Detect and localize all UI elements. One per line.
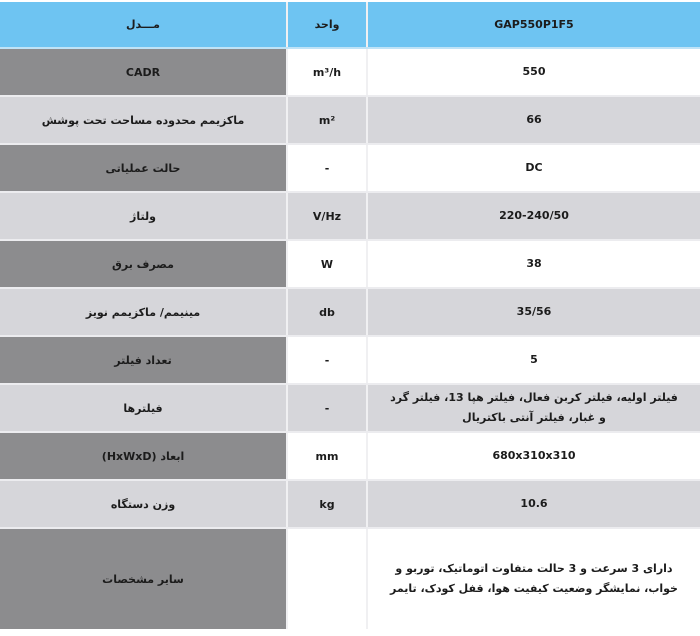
row-label: ولتاژ — [0, 193, 288, 239]
row-label: تعداد فیلتر — [0, 337, 288, 383]
row-unit: db — [288, 289, 368, 335]
row-unit: V/Hz — [288, 193, 368, 239]
header-unit: واحد — [288, 2, 368, 47]
row-value: فیلتر اولیه، فیلتر کربن فعال، فیلتر هپا 13، فیلتر گرد و غبار، فیلتر آنتی باکتریال — [368, 385, 700, 431]
row-unit: - — [288, 337, 368, 383]
row-value: دارای 3 سرعت و 3 حالت متفاوت اتوماتیک، توربو و خواب، نمایشگر وضعیت کیفیت هوا، قفل کودک، تایمر — [368, 529, 700, 629]
row-value: 5 — [368, 337, 700, 383]
row-label: CADR — [0, 49, 288, 95]
row-unit: m³/h — [288, 49, 368, 95]
row-value: 680x310x310 — [368, 433, 700, 479]
row-label: مصرف برق — [0, 241, 288, 287]
row-unit: m² — [288, 97, 368, 143]
row-unit: kg — [288, 481, 368, 527]
row-unit: - — [288, 145, 368, 191]
table-row-voltage — [0, 193, 700, 241]
row-value: 550 — [368, 49, 700, 95]
row-value: 10.6 — [368, 481, 700, 527]
row-unit — [288, 529, 368, 629]
spec-table — [0, 2, 700, 629]
table-row-coverage-area — [0, 97, 700, 145]
row-label: سایر مشخصات — [0, 529, 288, 629]
row-label: مینیمم/ ماکزیمم نویز — [0, 289, 288, 335]
row-unit: - — [288, 385, 368, 431]
header-model: مـــدل — [0, 2, 288, 47]
row-label: فیلترها — [0, 385, 288, 431]
table-row-noise — [0, 289, 700, 337]
row-value: DC — [368, 145, 700, 191]
table-row-other-specs — [0, 529, 700, 629]
row-value: 38 — [368, 241, 700, 287]
row-label: وزن دستگاه — [0, 481, 288, 527]
row-label: حالت عملیاتی — [0, 145, 288, 191]
row-unit: mm — [288, 433, 368, 479]
table-row-power — [0, 241, 700, 289]
row-unit: W — [288, 241, 368, 287]
table-row-weight — [0, 481, 700, 529]
row-label: ماکزیمم محدوده مساحت تحت پوشش — [0, 97, 288, 143]
table-row-filter-count — [0, 337, 700, 385]
header-model-value: GAP550P1F5 — [368, 2, 700, 47]
table-row-operating-mode — [0, 145, 700, 193]
row-value: 220-240/50 — [368, 193, 700, 239]
row-label: ابعاد (HxWxD) — [0, 433, 288, 479]
row-value: 66 — [368, 97, 700, 143]
table-row-cadr — [0, 49, 700, 97]
table-row-dimensions — [0, 433, 700, 481]
table-header — [0, 2, 700, 49]
table-row-filters — [0, 385, 700, 433]
row-value: 35/56 — [368, 289, 700, 335]
